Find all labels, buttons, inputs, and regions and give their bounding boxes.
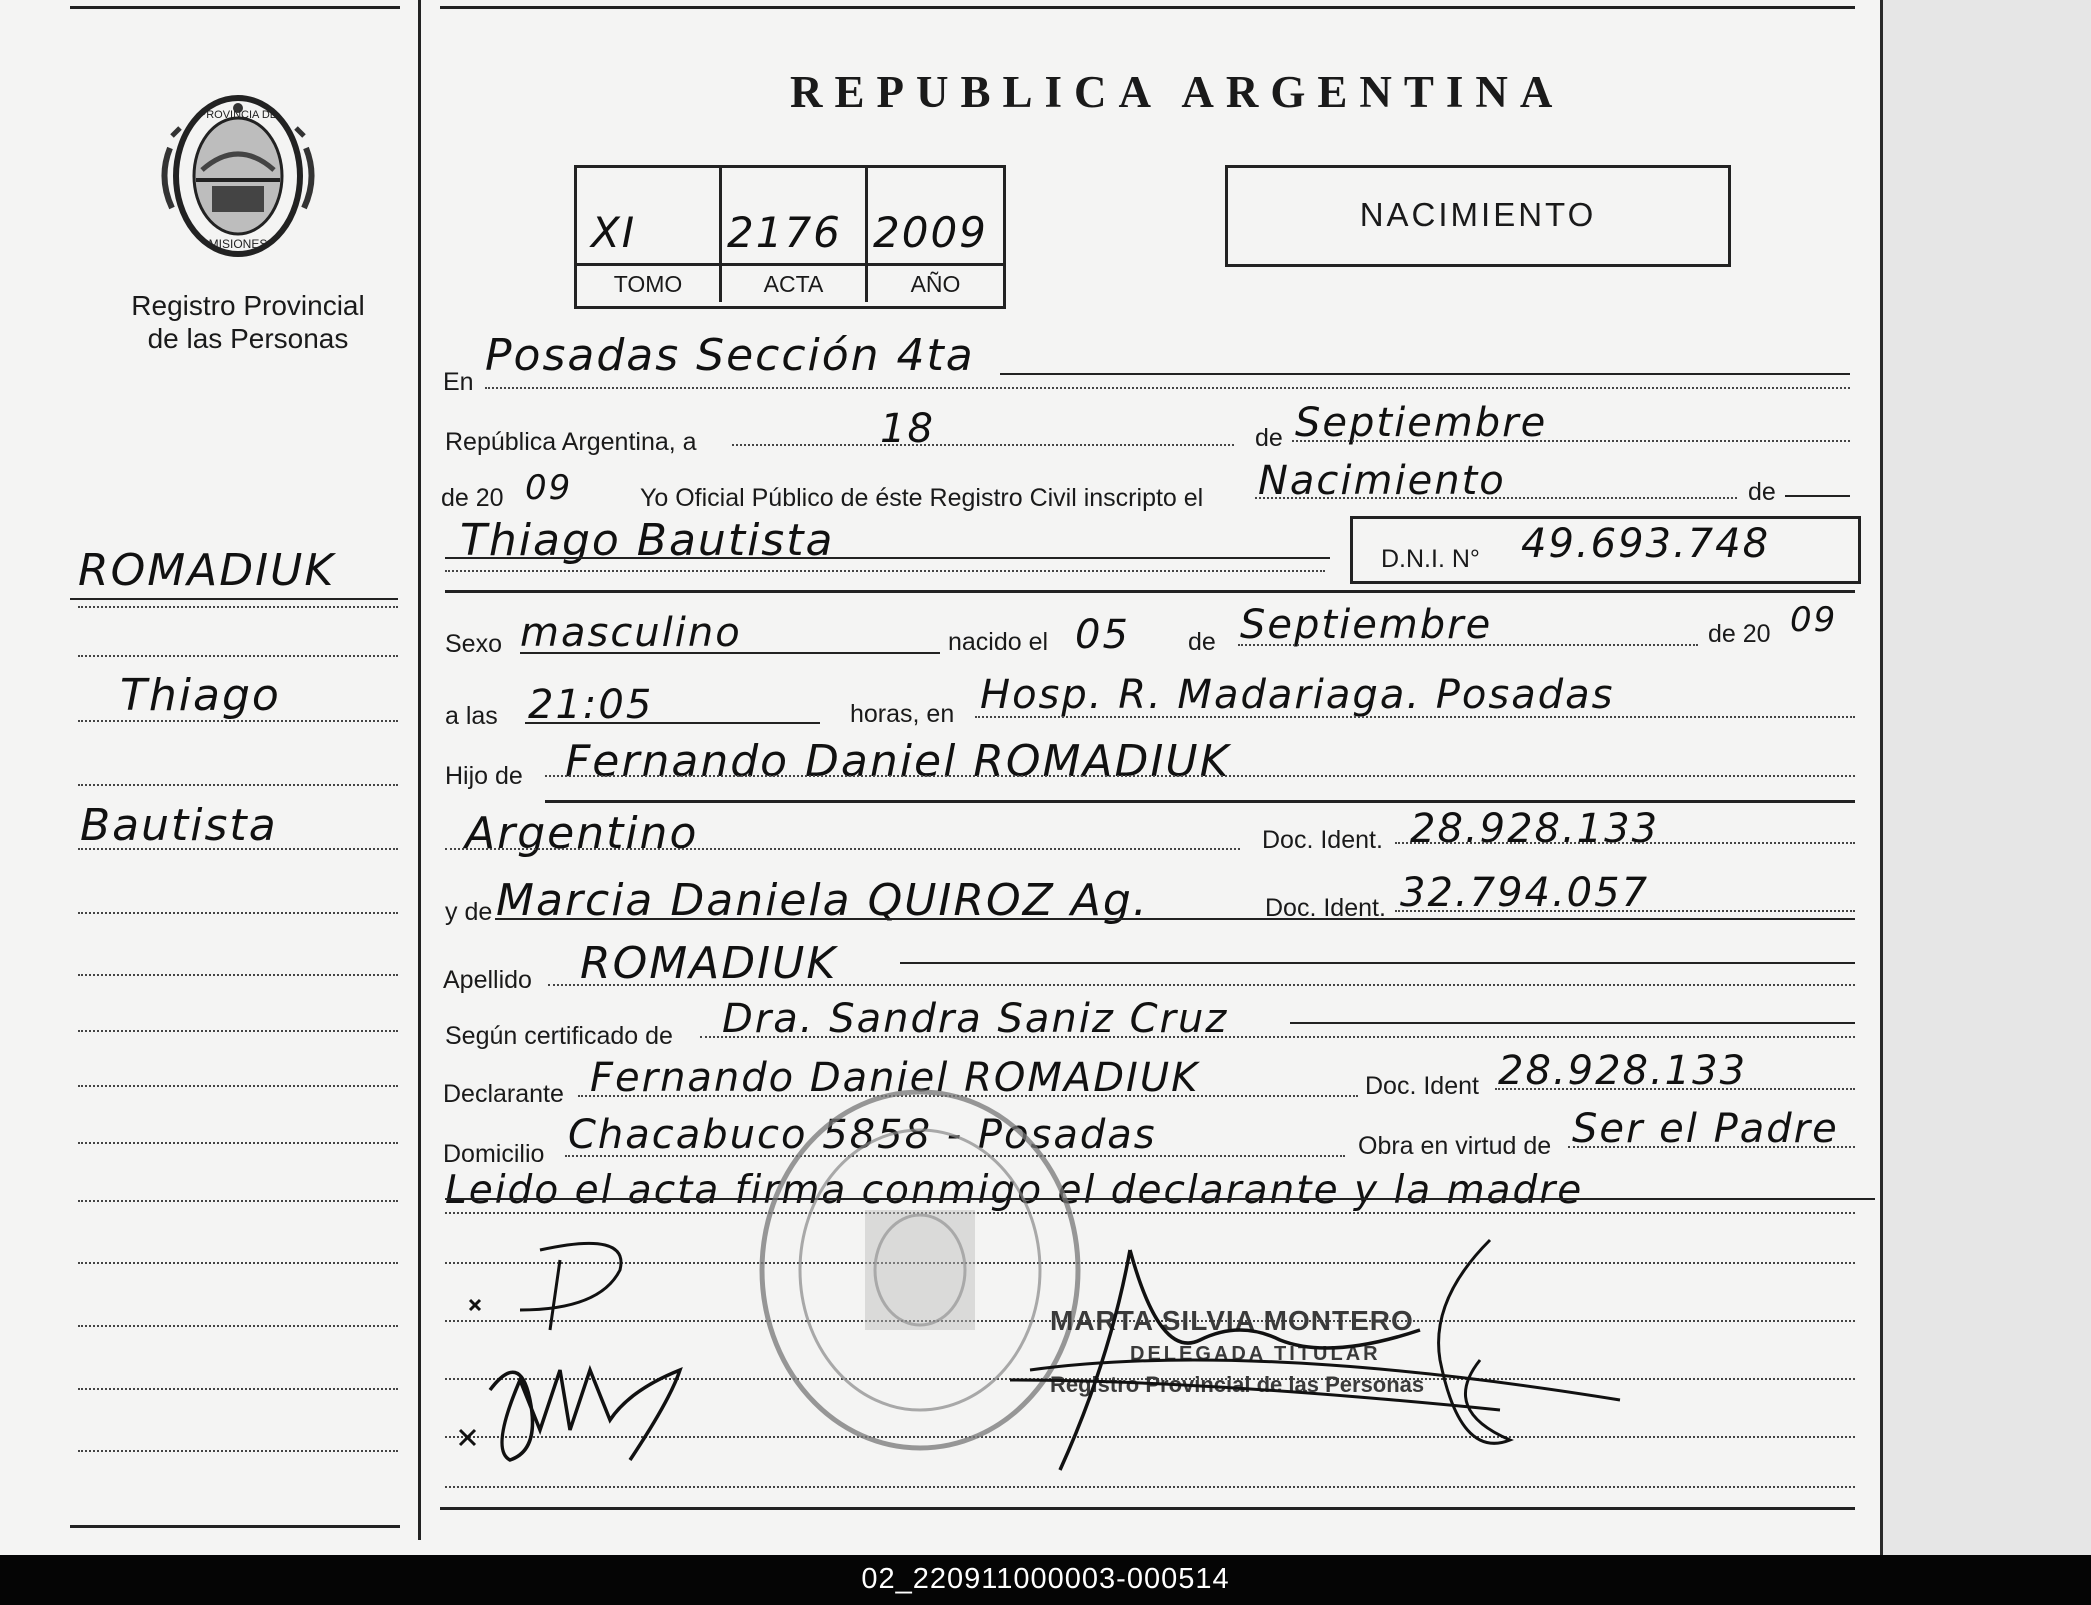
yde-label: y de: [445, 898, 493, 926]
provincial-seal-icon: [150, 88, 325, 263]
apellido-label: Apellido: [443, 966, 532, 994]
segun-value: Dra. Sandra Saniz Cruz: [722, 996, 1229, 1042]
child-name: Thiago Bautista: [460, 515, 835, 566]
en-value: Posadas Sección 4ta: [485, 330, 975, 381]
obra-value: Ser el Padre: [1572, 1106, 1839, 1152]
official-stamp-role: DELEGADA TITULAR: [1130, 1343, 1381, 1365]
form-line: [1495, 1088, 1855, 1090]
margin-line: [78, 912, 398, 914]
form-line: [732, 444, 1234, 446]
dni-value: 49.693.748: [1521, 521, 1771, 567]
en-label: En: [443, 368, 474, 396]
margin-line: [78, 1262, 398, 1264]
country-title: REPUBLICA ARGENTINA: [790, 67, 1565, 117]
form-line: [545, 775, 1855, 777]
form-line: [445, 557, 1330, 559]
tomo-label: TOMO: [613, 271, 683, 297]
margin-second-name: Bautista: [80, 800, 278, 851]
form-line: [1395, 842, 1855, 844]
acta-label: ACTA: [763, 271, 824, 297]
form-line: [445, 1198, 1875, 1200]
record-type: NACIMIENTO: [1359, 196, 1597, 233]
obra-label: Obra en virtud de: [1358, 1132, 1552, 1160]
hijo-label: Hijo de: [445, 762, 523, 790]
margin-line: [78, 784, 398, 786]
footer-bar: [0, 1555, 2091, 1605]
dni-label: D.N.I. N°: [1381, 545, 1480, 573]
de-end-label: de: [1748, 478, 1776, 506]
apellido-value: ROMADIUK: [580, 938, 838, 989]
form-line: [1000, 373, 1850, 375]
birth-day: 05: [1075, 612, 1130, 658]
margin-line: [78, 1142, 398, 1144]
margin-line: [78, 720, 398, 722]
mother-doc-label: Doc. Ident.: [1265, 894, 1386, 922]
registry-name-line2: de las Personas: [147, 323, 349, 354]
anio-value: 2009: [873, 208, 988, 257]
record-number-box: [574, 165, 1006, 309]
declarante-value: Fernando Daniel ROMADIUK: [590, 1055, 1200, 1101]
horas-label: horas, en: [850, 700, 955, 728]
margin-line: [78, 1325, 398, 1327]
left-top-rule: [70, 6, 400, 9]
dni-box: [1350, 516, 1861, 584]
adjacent-page-edge: [1880, 0, 2091, 1555]
declarant-signature-icon: [450, 1230, 750, 1500]
form-line: [1785, 495, 1850, 497]
form-line: [1568, 1146, 1855, 1148]
record-label-divider: [577, 263, 1003, 266]
month-de-label: de: [1255, 424, 1283, 452]
margin-line: [78, 1200, 398, 1202]
margin-surname: ROMADIUK: [78, 545, 336, 596]
form-line: [548, 984, 1855, 986]
margin-surname-underline: [70, 598, 398, 600]
registry-name-line1: Registro Provincial: [131, 290, 365, 321]
oficial-label: Yo Oficial Público de éste Registro Civil inscripto el: [640, 484, 1204, 512]
birth-year-suffix: 09: [1790, 600, 1838, 640]
tomo-value: XI: [591, 208, 637, 257]
form-line: [1255, 497, 1737, 499]
margin-line: [78, 655, 398, 657]
margin-first-name: Thiago: [120, 670, 281, 721]
domicilio-label: Domicilio: [443, 1140, 545, 1168]
column-divider: [418, 0, 421, 1540]
time-value: 21:05: [528, 682, 654, 728]
margin-line: [78, 1085, 398, 1087]
form-line: [445, 848, 1240, 850]
left-bottom-rule: [70, 1525, 400, 1528]
section-rule: [445, 590, 1855, 593]
margin-line: [78, 974, 398, 976]
birth-month: Septiembre: [1240, 602, 1493, 648]
father-value: Fernando Daniel ROMADIUK: [565, 736, 1231, 787]
father-doc-label: Doc. Ident.: [1262, 826, 1383, 854]
year-prefix: de 20: [441, 484, 504, 512]
father-doc: 28.928.133: [1410, 806, 1660, 852]
official-stamp-office: Registro Provincial de las Personas: [1050, 1372, 1425, 1397]
document-code: 02_220911000003-000514: [861, 1563, 1230, 1595]
form-line: [975, 716, 1855, 718]
form-line: [445, 1212, 1855, 1214]
father-nationality: Argentino: [465, 808, 699, 859]
official-signature-icon: [1000, 1230, 1650, 1490]
declarante-doc-label: Doc. Ident: [1365, 1072, 1479, 1100]
mother-doc: 32.794.057: [1400, 870, 1650, 916]
place-value: Hosp. R. Madariaga. Posadas: [980, 672, 1615, 718]
acta-value: 2176: [727, 208, 842, 257]
form-line: [520, 652, 940, 654]
seal-top-text: PROVINCIA DE: [198, 109, 278, 121]
margin-line: [78, 1450, 398, 1452]
form-line: [1290, 1022, 1855, 1024]
year-suffix: 09: [525, 468, 573, 508]
domicilio-value: Chacabuco 5858 - Posadas: [568, 1112, 1157, 1158]
official-stamp-name: MARTA SILVIA MONTERO: [1050, 1305, 1414, 1336]
section-rule: [545, 800, 1855, 803]
anio-label: AÑO: [910, 271, 961, 297]
form-line: [485, 387, 1850, 389]
form-line: [1238, 644, 1698, 646]
birth-de-label: de: [1188, 628, 1216, 656]
month-value: Septiembre: [1295, 400, 1548, 446]
form-line: [900, 962, 1855, 964]
right-top-rule: [440, 6, 1855, 9]
mother-value: Marcia Daniela QUIROZ Ag.: [496, 875, 1149, 926]
republica-label: República Argentina, a: [445, 428, 697, 456]
margin-line: [78, 848, 398, 850]
form-line: [445, 570, 1325, 572]
margin-line: [78, 1030, 398, 1032]
segun-label: Según certificado de: [445, 1022, 673, 1050]
form-line: [1395, 910, 1855, 912]
inscribed-value: Nacimiento: [1258, 458, 1506, 504]
margin-line: [78, 606, 398, 608]
sexo-label: Sexo: [445, 630, 502, 658]
form-line: [495, 918, 1855, 920]
record-type-box: [1225, 165, 1731, 267]
declarante-doc: 28.928.133: [1498, 1048, 1748, 1094]
birth-year-prefix: de 20: [1708, 620, 1771, 648]
nacido-label: nacido el: [948, 628, 1049, 656]
form-line: [525, 722, 820, 724]
seal-bottom-text: MISIONES: [208, 237, 268, 251]
form-line: [700, 1036, 1855, 1038]
margin-line: [78, 1388, 398, 1390]
right-bottom-rule: [440, 1507, 1855, 1510]
alas-label: a las: [445, 702, 498, 730]
day-value: 18: [880, 406, 935, 452]
form-line: [1292, 440, 1850, 442]
declarante-label: Declarante: [443, 1080, 564, 1108]
note-value: Leido el acta firma conmigo el declarante y la madre: [445, 1168, 1584, 1213]
sexo-value: masculino: [520, 610, 742, 656]
